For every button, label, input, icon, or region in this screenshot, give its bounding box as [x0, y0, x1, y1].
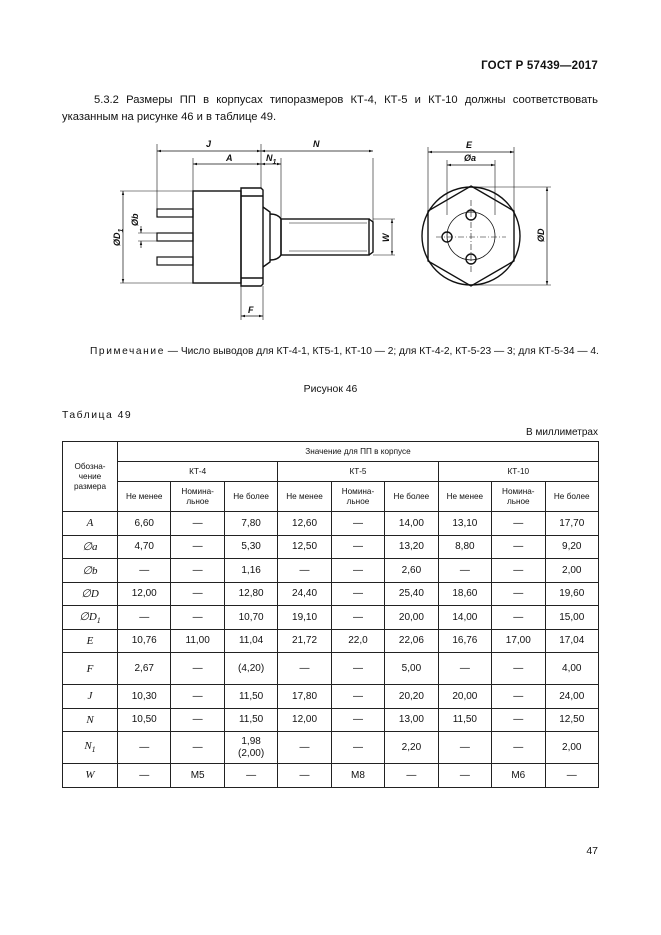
value-cell: —: [171, 535, 224, 559]
value-cell: 5,30: [224, 535, 277, 559]
table-units: В миллиметрах: [526, 427, 598, 438]
value-cell: 10,76: [118, 629, 171, 653]
table-row: [63, 653, 599, 685]
value-cell: 10,50: [118, 708, 171, 732]
value-cell: —: [331, 708, 384, 732]
value-cell: 2,20: [385, 732, 438, 764]
value-cell: —: [224, 764, 277, 788]
value-cell: 4,00: [545, 653, 599, 685]
value-cell: 21,72: [278, 629, 331, 653]
standard-header: ГОСТ Р 57439—2017: [481, 60, 598, 72]
value-cell: —: [438, 653, 491, 685]
value-cell: —: [118, 606, 171, 630]
value-cell: M6: [492, 764, 545, 788]
value-cell: —: [492, 653, 545, 685]
table-caption: Таблица 49: [62, 410, 133, 421]
value-cell: 14,00: [385, 512, 438, 536]
intro-paragraph: 5.3.2 Размеры ПП в корпусах типоразмеров КТ-4, КТ-5 и КТ-10 должны соответствовать указанным на рисунке 46 и в таблице 49.: [62, 94, 598, 123]
param-cell: ∅b: [63, 559, 118, 583]
param-cell: $\emptyset D_1$: [63, 606, 118, 630]
case-header: КТ-10: [438, 462, 598, 482]
value-cell: —: [438, 764, 491, 788]
value-cell: 11,50: [224, 685, 277, 709]
value-cell: 15,00: [545, 606, 599, 630]
value-cell: —: [278, 559, 331, 583]
param-cell: ∅D: [63, 582, 118, 606]
param-cell: E: [63, 629, 118, 653]
value-cell: —: [171, 653, 224, 685]
subheader: Не более: [385, 482, 438, 512]
param-cell: F: [63, 653, 118, 685]
dim-label-E: E: [466, 140, 473, 150]
value-cell: —: [492, 512, 545, 536]
value-cell: —: [545, 764, 599, 788]
value-cell: —: [118, 764, 171, 788]
value-cell: 9,20: [545, 535, 599, 559]
subheader: Не более: [545, 482, 599, 512]
value-cell: —: [171, 606, 224, 630]
subheader: Не более: [224, 482, 277, 512]
value-cell: 10,30: [118, 685, 171, 709]
value-cell: 11,50: [438, 708, 491, 732]
value-cell: 5,00: [385, 653, 438, 685]
value-cell: 12,00: [278, 708, 331, 732]
table-row: [63, 512, 599, 536]
value-cell: 20,00: [438, 685, 491, 709]
value-cell: —: [331, 653, 384, 685]
value-cell: —: [171, 732, 224, 764]
value-cell: 8,80: [438, 535, 491, 559]
value-cell: —: [171, 559, 224, 583]
value-cell: 24,40: [278, 582, 331, 606]
dimensions-table: [62, 441, 599, 788]
value-cell: —: [331, 606, 384, 630]
value-cell: —: [331, 559, 384, 583]
value-cell: 2,60: [385, 559, 438, 583]
value-cell: 11,50: [224, 708, 277, 732]
value-cell: 10,70: [224, 606, 277, 630]
table-row: [63, 685, 599, 709]
subheader: Не менее: [438, 482, 491, 512]
value-cell: 1,16: [224, 559, 277, 583]
value-cell: 12,50: [545, 708, 599, 732]
subheader-row: [63, 482, 599, 512]
table-row: [63, 629, 599, 653]
value-cell: 25,40: [385, 582, 438, 606]
value-cell: 18,60: [438, 582, 491, 606]
value-cell: (4,20): [224, 653, 277, 685]
value-cell: —: [171, 708, 224, 732]
value-cell: 13,00: [385, 708, 438, 732]
param-header: Обозна-чение размера: [63, 442, 118, 512]
value-cell: 2,67: [118, 653, 171, 685]
value-cell: 2,00: [545, 559, 599, 583]
value-cell: 22,0: [331, 629, 384, 653]
case-header-row: [63, 462, 599, 482]
value-cell: 12,00: [118, 582, 171, 606]
value-cell: —: [278, 653, 331, 685]
value-cell: —: [331, 512, 384, 536]
figure-caption: Рисунок 46: [303, 384, 358, 395]
value-cell: —: [331, 732, 384, 764]
value-cell: 20,00: [385, 606, 438, 630]
dim-label-N1: $N_1$: [266, 153, 277, 166]
subheader: Номина-льное: [331, 482, 384, 512]
param-cell: J: [63, 685, 118, 709]
value-cell: 22,06: [385, 629, 438, 653]
value-cell: —: [438, 732, 491, 764]
note-label: Примечание: [90, 346, 165, 357]
value-cell: —: [331, 685, 384, 709]
param-cell: N: [63, 708, 118, 732]
value-cell: —: [118, 559, 171, 583]
table-row: [63, 535, 599, 559]
value-cell: —: [492, 559, 545, 583]
value-cell: 17,00: [492, 629, 545, 653]
value-cell: —: [492, 582, 545, 606]
value-cell: —: [171, 582, 224, 606]
figure-46-drawing: [0, 130, 661, 340]
value-cell: 13,10: [438, 512, 491, 536]
value-cell: M8: [331, 764, 384, 788]
lead-pins: [157, 209, 193, 265]
value-cell: 19,10: [278, 606, 331, 630]
value-cell: 20,20: [385, 685, 438, 709]
case-base: [193, 188, 281, 286]
param-cell: ∅a: [63, 535, 118, 559]
value-cell: 17,80: [278, 685, 331, 709]
value-cell: 17,70: [545, 512, 599, 536]
value-cell: 12,80: [224, 582, 277, 606]
dim-label-N: N: [313, 139, 320, 149]
dim-label-b: Øb: [130, 213, 140, 226]
subheader: Номина-льное: [492, 482, 545, 512]
dim-label-a: Øa: [464, 153, 477, 163]
figure-note: [62, 346, 602, 357]
group-header: Значение для ПП в корпусе: [118, 442, 599, 462]
threaded-stud: [281, 219, 373, 255]
value-cell: —: [118, 732, 171, 764]
dim-label-D: ØD: [536, 228, 546, 242]
value-cell: 7,80: [224, 512, 277, 536]
case-header: КТ-4: [118, 462, 278, 482]
value-cell: 6,60: [118, 512, 171, 536]
table-row: [63, 732, 599, 764]
value-cell: —: [492, 535, 545, 559]
table-row: [63, 708, 599, 732]
param-cell: W: [63, 764, 118, 788]
table-row: [63, 559, 599, 583]
param-cell: $N_1$: [63, 732, 118, 764]
page-number: 47: [586, 845, 598, 857]
table-row: [63, 764, 599, 788]
dim-label-J: J: [206, 139, 212, 149]
subheader: Не менее: [278, 482, 331, 512]
value-cell: —: [171, 685, 224, 709]
value-cell: 14,00: [438, 606, 491, 630]
value-cell: —: [492, 685, 545, 709]
subheader: Не менее: [118, 482, 171, 512]
table-row: [63, 582, 599, 606]
value-cell: —: [331, 582, 384, 606]
table-row: [63, 606, 599, 630]
dim-label-W: W: [381, 233, 391, 242]
value-cell: —: [385, 764, 438, 788]
dim-label-D1: $ØD_1$: [112, 228, 125, 246]
value-cell: 12,50: [278, 535, 331, 559]
value-cell: —: [492, 606, 545, 630]
case-header: КТ-5: [278, 462, 438, 482]
value-cell: —: [331, 535, 384, 559]
value-cell: —: [492, 708, 545, 732]
value-cell: 11,04: [224, 629, 277, 653]
value-cell: 11,00: [171, 629, 224, 653]
subheader: Номина-льное: [171, 482, 224, 512]
value-cell: 24,00: [545, 685, 599, 709]
dim-label-A: A: [226, 153, 233, 163]
value-cell: 17,04: [545, 629, 599, 653]
value-cell: 12,60: [278, 512, 331, 536]
value-cell: —: [438, 559, 491, 583]
dim-label-F: F: [248, 305, 254, 315]
value-cell: 16,76: [438, 629, 491, 653]
value-cell: M5: [171, 764, 224, 788]
value-cell: —: [171, 512, 224, 536]
value-cell: 4,70: [118, 535, 171, 559]
param-cell: A: [63, 512, 118, 536]
value-cell: —: [278, 732, 331, 764]
value-cell: 19,60: [545, 582, 599, 606]
value-cell: 13,20: [385, 535, 438, 559]
value-cell: 1,98 (2,00): [224, 732, 277, 764]
value-cell: 2,00: [545, 732, 599, 764]
note-text: — Число выводов для КТ-4-1, КТ5-1, КТ-10 — 2; для КТ-4-2, КТ-5-23 — 3; для КТ-5-34 — 4.: [164, 346, 599, 357]
value-cell: —: [278, 764, 331, 788]
value-cell: —: [492, 732, 545, 764]
